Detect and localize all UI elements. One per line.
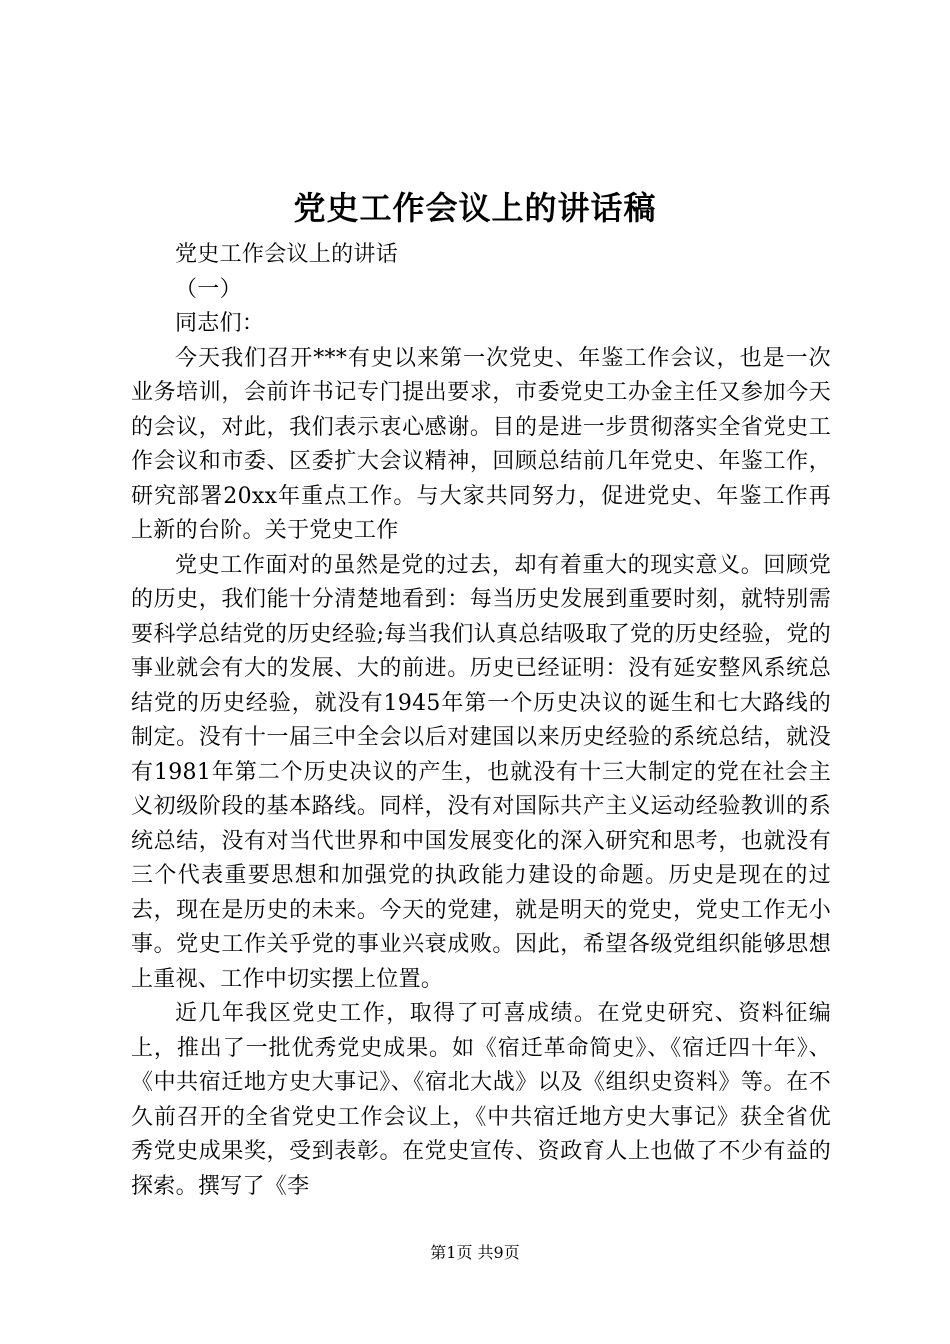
page-footer: 第1页 共9页 xyxy=(430,1243,520,1262)
paragraph-achievements: 近几年我区党史工作，取得了可喜成绩。在党史研究、资料征编上，推出了一批优秀党史成果。如《宿迁革命简史》、《宿迁四十年》、《中共宿迁地方史大事记》、《宿北大战》以及《组织史资料》等。在不久前召开的全省党史工作会议上，《中共宿迁地方史大事记》获全省优秀党史成果奖，受到表彰。在党史宣传、资政育人上也做了不少有益的探索。撰写了《李 xyxy=(131,1001,831,1199)
paragraph-intro: 今天我们召开***有史以来第一次党史、年鉴工作会议，也是一次业务培训，会前许书记专门提出要求，市委党史工办金主任又参加今天的会议，对此，我们表示衷心感谢。目的是进一步贯彻落实全省党史工作会议和市委、区委扩大会议精神，回顾总结前几年党史、年鉴工作，研究部署20xx年重点工作。与大家共同努力，促进党史、年鉴工作再上新的台阶。关于党史工作 xyxy=(131,345,831,543)
section-number: （一） xyxy=(175,276,242,302)
paragraph-significance: 党史工作面对的虽然是党的过去，却有着重大的现实意义。回顾党的历史，我们能十分清楚地看到：每当历史发展到重要时刻，就特别需要科学总结党的历史经验;每当我们认真总结吸取了党的历史经验，党的事业就会有大的发展、大的前进。历史已经证明：没有延安整风系统总结党的历史经验，就没有1945年第一个历史决议的诞生和七大路线的制定。没有十一届三中全会以后对建国以来历史经验的系统总结，就没有1981年第二个历史决议的产生，也就没有十三大制定的党在社会主义初级阶段的基本路线。同样，没有对国际共产主义运动经验教训的系统总结，没有对当代世界和中国发展变化的深入研究和思考，也就没有三个代表重要思想和加强党的执政能力建设的命题。历史是现在的过去，现在是历史的未来。今天的党建，就是明天的党史，党史工作无小事。党史工作关乎党的事业兴衰成败。因此，希望各级党组织能够思想上重视、工作中切实摆上位置。 xyxy=(131,552,831,992)
speech-subtitle: 党史工作会议上的讲话 xyxy=(175,242,399,267)
salutation: 同志们： xyxy=(175,311,265,336)
document-body xyxy=(131,238,831,1204)
document-title: 党史工作会议上的讲话稿 xyxy=(293,189,657,227)
